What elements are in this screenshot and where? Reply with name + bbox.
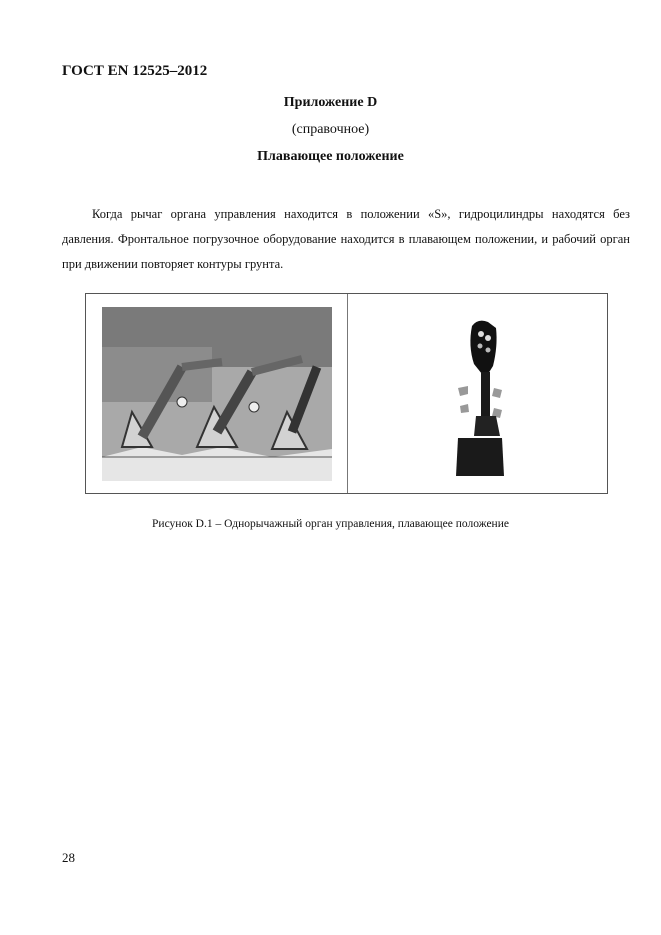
- figure-caption: Рисунок D.1 – Однорычажный орган управления, плавающее положение: [152, 518, 509, 530]
- body-paragraph: Когда рычаг органа управления находится в положении «S», гидроцилиндры находятся без давления. Фронтальное погрузочное оборудование находится в плавающем положении, и рабочий орган при движении повторяет контуры грунта.: [62, 207, 630, 271]
- annex-subtitle: (справочное): [291, 122, 370, 137]
- figure-frame: [85, 293, 608, 494]
- joystick-photo: [438, 316, 518, 486]
- figure-divider: [347, 294, 348, 493]
- annex-title: Приложение D: [283, 95, 378, 110]
- section-title: Плавающее положение: [257, 149, 404, 164]
- document-code: ГОСТ EN 12525–2012: [62, 63, 208, 79]
- page-number: 28: [62, 850, 75, 865]
- loader-photo: [102, 307, 332, 481]
